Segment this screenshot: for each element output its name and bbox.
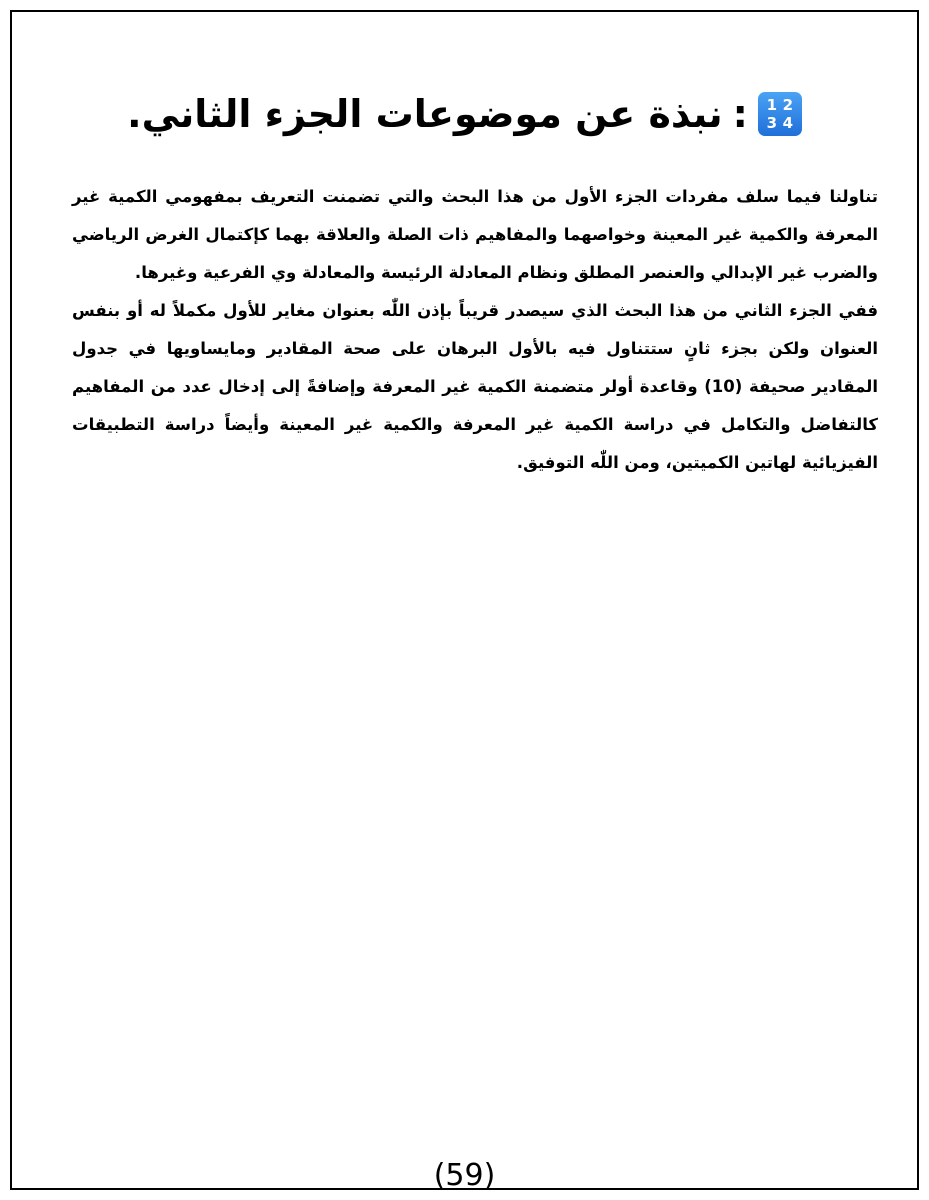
paragraph-first: تناولنا فيما سلف مفردات الجزء الأول من هذا البحث والتي تضمنت التعريف بمفهومي الكمية غير المعرفة والكمية غير المعينة وخواصهما والمفاهيم ذات الصلة والعلاقة بهما كإكتمال الغرض الرياضي والضرب غير الإبدالي والعنصر المطلق ونظام المعادلة الرئيسة والمعادلة وي الفرعية وغيرها. [72, 187, 878, 282]
page-frame [10, 10, 919, 1193]
icon-digit: 3 [766, 114, 778, 132]
paragraph-second: ففي الجزء الثاني من هذا البحث الذي سيصدر قريباً بإذن اللّٰه بعنوان مغاير للأول مكملاً له أو بنفس العنوان ولكن بجزء ثانٍ ستتناول فيه بالأول البرهان على صحة المقادير ومايساويها في جدول المقادير صحيفة (10) وقاعدة أولر متضمنة الكمية غير المعرفة وإضافةً إلى إدخال عدد من المفاهيم كالتفاضل والتكامل في دراسة الكمية غير المعرفة والكمية غير المعينة وأيضاً دراسة التطبيقات الفيزيائية لهاتين الكميتين، ومن اللّٰه التوفيق. [72, 301, 878, 472]
title-colon: : [732, 92, 748, 136]
icon-digit: 4 [782, 114, 794, 132]
page-number: (59) [433, 1158, 496, 1193]
body-text [72, 178, 878, 482]
page-title: نبذة عن موضوعات الجزء الثاني. [127, 92, 723, 136]
title-row [12, 92, 917, 136]
icon-digit: 1 [766, 96, 778, 114]
icon-digit: 2 [782, 96, 794, 114]
keycap-numbers-icon [758, 92, 802, 136]
